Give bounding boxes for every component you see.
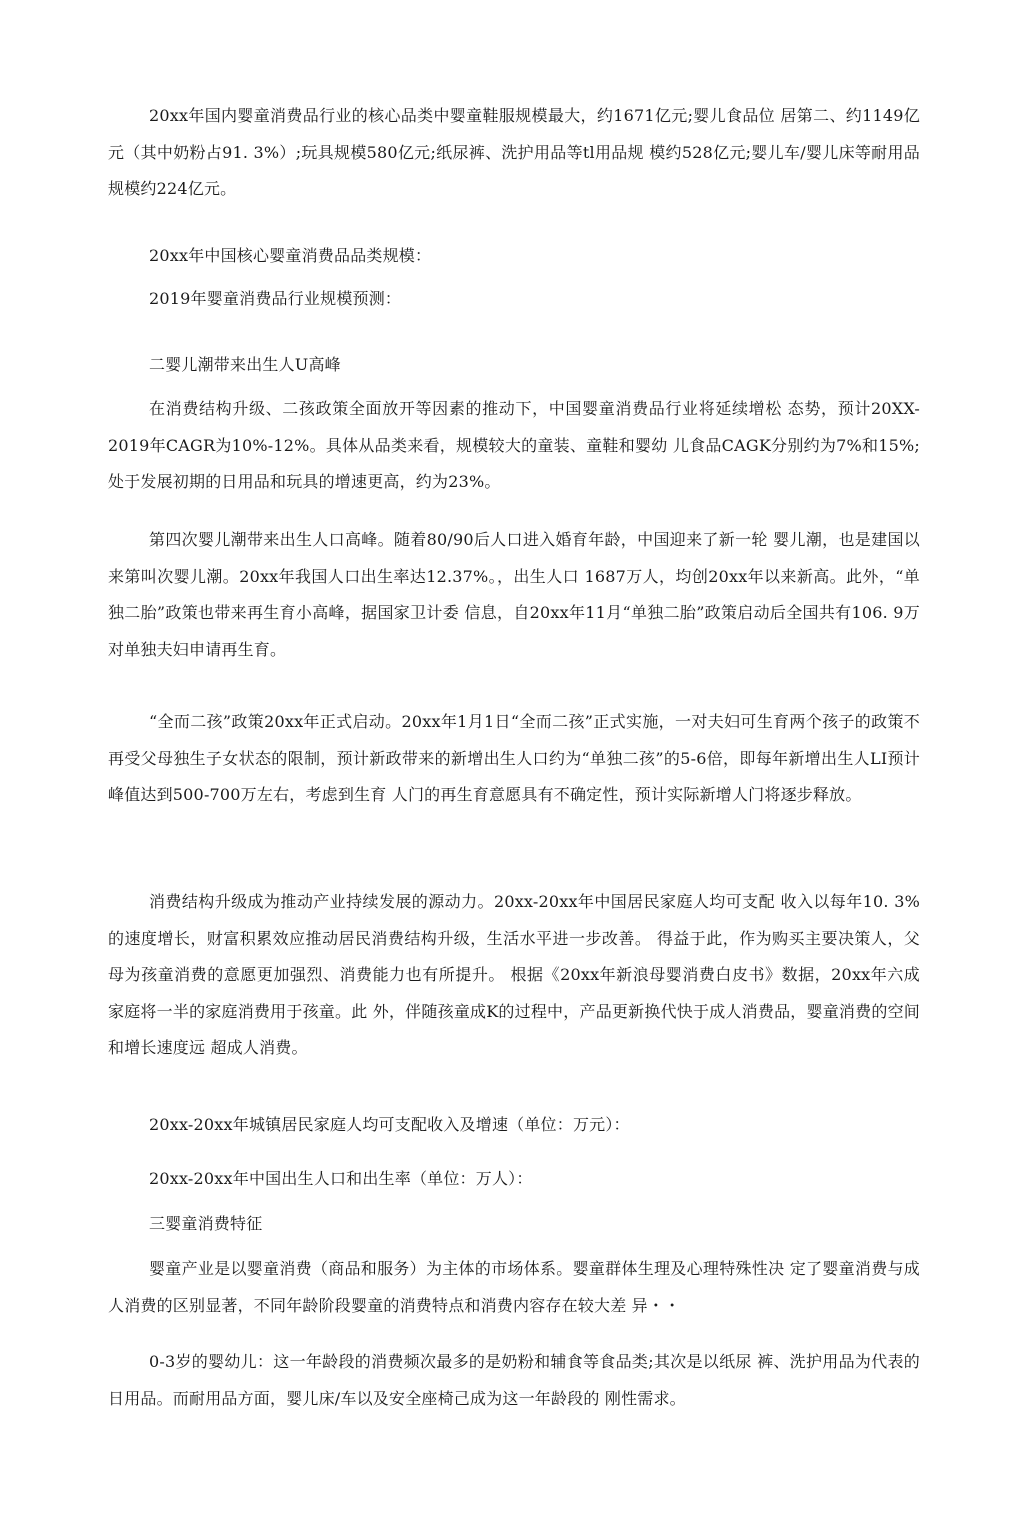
paragraph-two-child-policy: “全而二孩”政策20xx年正式启动。20xx年1月1日“全而二孩”正式实施，一对夫妇可生育两个孩子的政策不再受父母独生子女状态的限制，预计新政带来的新增出生人口约为“单独二孩”的5-6倍，即每年新增出生人LI预计峰值达到500-700万左右，考虑到生育 人门的再生育意愿具有不确定性，预计实际新增人门将逐步释放。	[108, 712, 920, 804]
paragraph-industry-definition: 婴童产业是以婴童消费（商品和服务）为主体的市场体系。婴童群体生理及心理特殊性决 定了婴童消费与成人消费的区别显著，不同年龄阶段婴童的消费特点和消费内容存在较大差 异・・	[108, 1259, 920, 1315]
paragraph-age-0-3-consumption: 0-3岁的婴幼儿：这一年龄段的消费频次最多的是奶粉和辅食等食品类;其次是以纸尿 裤、洗护用品为代表的日用品。而耐用品方面，婴儿床/车以及安全座椅己成为这一年龄段的 刚性需求。	[108, 1352, 920, 1408]
caption-industry-forecast: 2019年婴童消费品行业规模预测：	[149, 289, 402, 308]
paragraph-consumption-upgrade: 消费结构升级成为推动产业持续发展的源动力。20xx-20xx年中国居民家庭人均可支配 收入以每年10. 3%的速度增长，财富积累效应推动居民消费结构升级，生活水平进一步改善。 得益于此，作为购买主要决策人，父母为孩童消费的意愿更加强烈、消费能力也有所提升。 根据《20xx年新浪母婴消费白皮书》数据，20xx年六成家庭将一半的家庭消费用于孩童。此 外，伴随孩童成K的过程中，产品更新换代快于成人消费品，婴童消费的空间和增长速度远 超成人消费。	[108, 892, 920, 1057]
caption-core-category-scale: 20xx年中国核心婴童消费品品类规模：	[149, 246, 432, 265]
caption-disposable-income: 20xx-20xx年城镇居民家庭人均可支配收入及增速（单位：万元）：	[149, 1115, 630, 1134]
paragraph-fourth-baby-boom: 第四次婴儿潮带来出生人口高峰。随着80/90后人口进入婚育年龄，中国迎来了新一轮 婴儿潮，也是建国以来第叫次婴儿潮。20xx年我国人口出生率达12.37%。，出生人口 1687万人，均创20xx年以来新高。此外，“单独二胎”政策也带来再生育小高峰，据国家卫计委 信息，自20xx年11月“单独二胎”政策启动后全国共有106. 9万对单独夫妇申请再生育。	[108, 530, 920, 659]
caption-birth-population: 20xx-20xx年中国出生人口和出生率（单位：万人）：	[149, 1169, 533, 1188]
section-heading-baby-boom: 二婴儿潮带来出生人U高峰	[149, 355, 341, 374]
section-heading-consumption-features: 三婴童消费特征	[149, 1214, 263, 1233]
paragraph-cagr-outlook: 在消费结构升级、二孩政策全面放开等因素的推动下，中国婴童消费品行业将延续增松 态势，预计20XX-2019年CAGR为10%-12%。具体从品类来看，规模较大的童装、童鞋和婴幼 儿食品CAGK分别约为7%和15%;处于发展初期的日用品和玩具的增速更高，约为23%。	[108, 399, 920, 491]
paragraph-baby-product-market-scale: 20xx年国内婴童消费品行业的核心品类中婴童鞋服规模最大，约1671亿元;婴儿食品位 居第二、约1149亿元（其中奶粉占91. 3%）;玩具规模580亿元;纸尿裤、洗护用品等tl用品规 模约528亿元;婴儿车/婴儿床等耐用品规模约224亿元。	[108, 106, 920, 198]
